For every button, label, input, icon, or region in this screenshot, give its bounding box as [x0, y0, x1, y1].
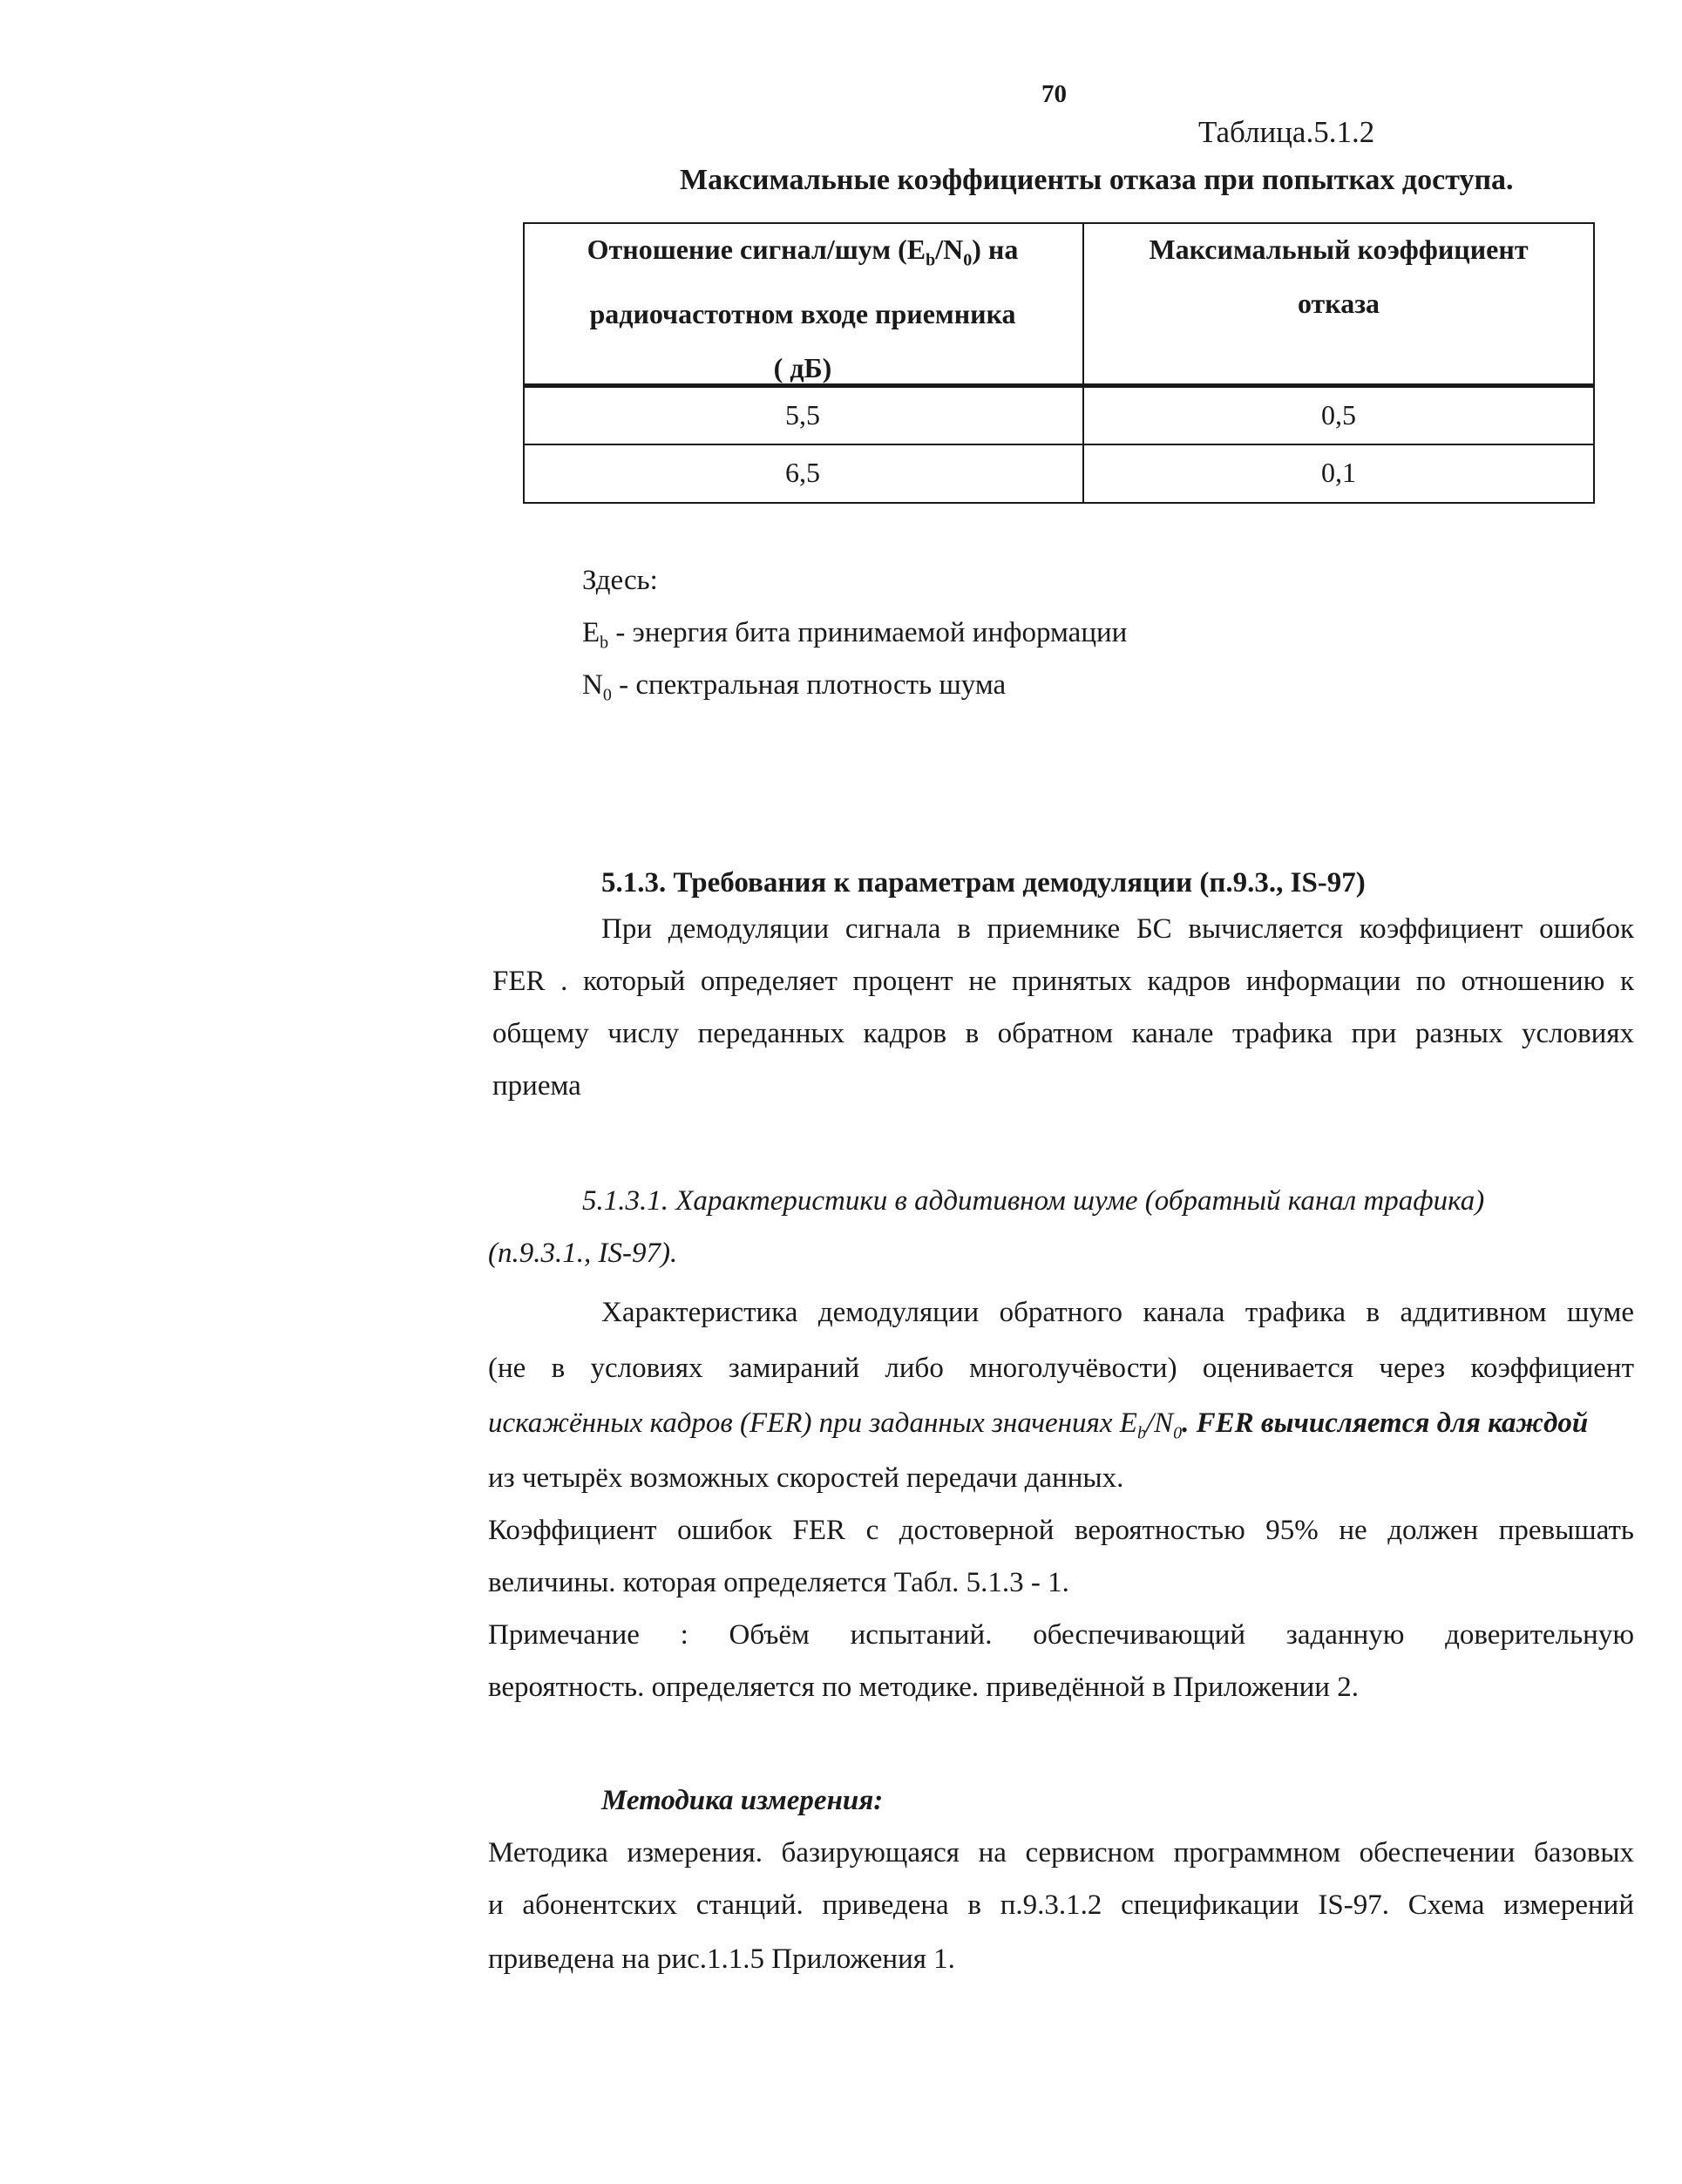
paragraph-line: Характеристика демодуляции обратного канала трафика в аддитивном шуме — [601, 1297, 1634, 1328]
paragraph-line: из четырёх возможных скоростей передачи данных. — [488, 1462, 1124, 1494]
table-cell-ratio: 0,5 — [1321, 399, 1356, 431]
paragraph-line: искажённых кадров (FER) при заданных значениях $E_b/N_0$. FER вычисляется для каждой — [488, 1407, 1589, 1443]
section-heading: 5.1.3. Требования к параметрам демодуляции (п.9.3., IS-97) — [601, 867, 1366, 899]
paragraph-line: приема — [492, 1070, 581, 1102]
legend-n0: $N_0$ - спектральная плотность шума — [582, 669, 1007, 705]
table-title: Максимальные коэффициенты отказа при попытках доступа. — [680, 164, 1514, 196]
note-line: Примечание : Объём испытаний. обеспечивающий заданную доверительную — [488, 1619, 1634, 1651]
table-number: Таблица.5.1.2 — [1198, 115, 1375, 149]
paragraph-line: величины. которая определяется Табл. 5.1.3 - 1. — [488, 1567, 1069, 1598]
method-line: и абонентских станций. приведена в п.9.3.1.2 спецификации IS-97. Схема измерений — [488, 1889, 1634, 1921]
method-line: приведена на рис.1.1.5 Приложения 1. — [488, 1943, 955, 1975]
paragraph-line: Коэффициент ошибок FER с достоверной вероятностью 95% не должен превышать — [488, 1515, 1634, 1546]
table-cell-snr: 5,5 — [785, 399, 820, 431]
header-snr: Отношение сигнал/шум $(E_b/N_0)$ на радиочастотном входе приемника ( дБ) — [587, 234, 1019, 384]
paragraph-line: (не в условиях замираний либо многолучёвости) оценивается через коэффициент — [488, 1353, 1634, 1384]
table-cell-ratio: 0,1 — [1321, 457, 1356, 488]
note-line: вероятность. определяется по методике. приведённой в Приложении 2. — [488, 1672, 1359, 1703]
subsection-heading: 5.1.3.1. Характеристики в аддитивном шуме (обратный канал трафика) — [582, 1185, 1485, 1217]
table-cell-snr: 6,5 — [785, 457, 820, 488]
legend-eb: $E_b$ - энергия бита принимаемой информации — [582, 617, 1128, 653]
paragraph-line: FER . который определяет процент не принятых кадров информации по отношению к — [492, 966, 1634, 997]
page-number: 70 — [1041, 80, 1067, 108]
failure-ratio-table — [523, 222, 1595, 504]
method-line: Методика измерения. базирующаяся на сервисном программном обеспечении базовых — [488, 1837, 1634, 1869]
header-max-ratio: Максимальный коэффициент отказа — [1149, 234, 1529, 319]
method-heading: Методика измерения: — [601, 1785, 884, 1816]
legend-heading: Здесь: — [582, 565, 658, 596]
paragraph-line: общему числу переданных кадров в обратном канале трафика при разных условиях — [492, 1018, 1634, 1049]
subsection-heading-ref: (п.9.3.1., IS-97). — [488, 1238, 678, 1269]
paragraph-line: При демодуляции сигнала в приемнике БС вычисляется коэффициент ошибок — [601, 913, 1634, 945]
